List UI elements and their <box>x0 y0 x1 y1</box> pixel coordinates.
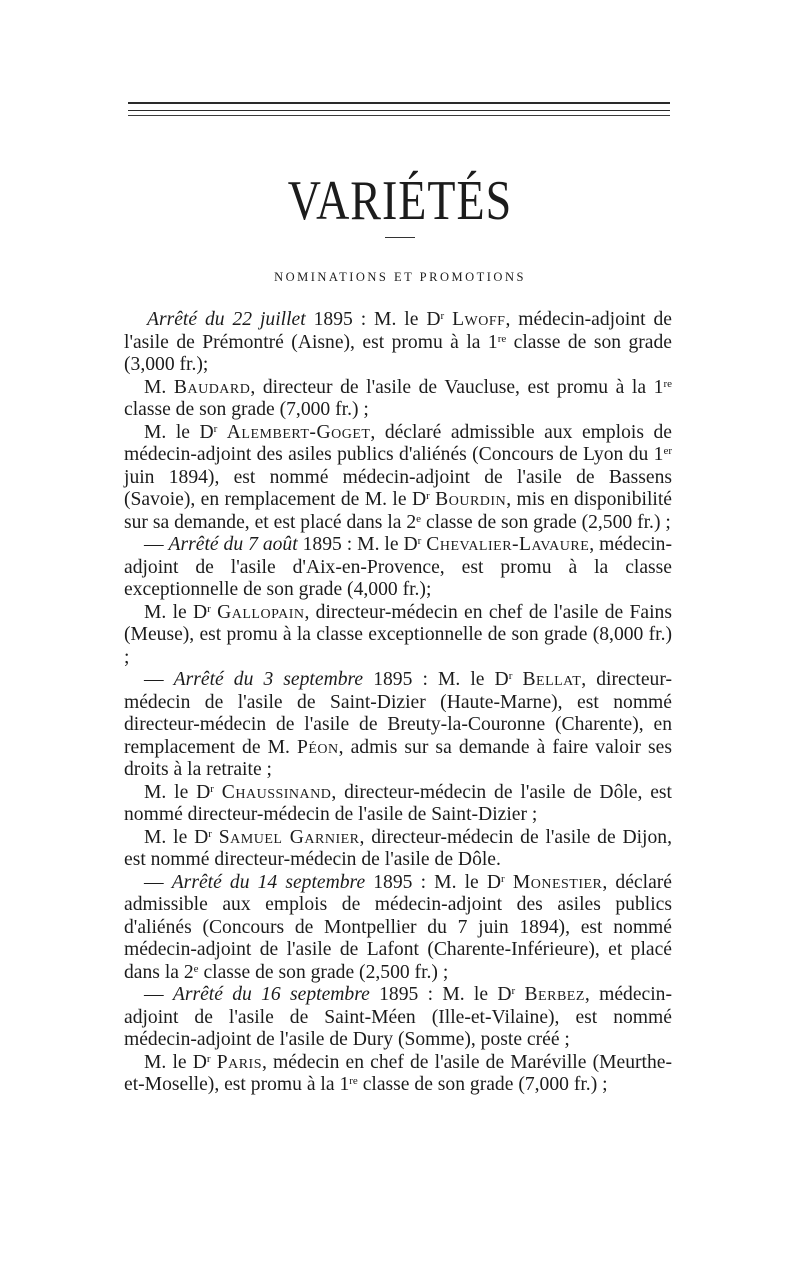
section-heading: NOMINATIONS ET PROMOTIONS <box>274 270 526 284</box>
person-name: Paris <box>216 1051 262 1073</box>
paragraph: Arrêté du 22 juillet 1895 : M. le $D^r$ Lwoff, médecin-adjoint de l'asile de Prémontré (Aisne), est promu à la 1re classe de son grade (3,000 fr.); <box>124 309 672 375</box>
paragraph: — Arrêté du 3 septembre 1895 : M. le $D^r$ Bellat, directeur-médecin de l'asile de Saint-Dizier (Haute-Marne), est nommé directeur-médecin de l'asile de Breuty-la-Couronne (Charente), en remplacement de M. Péon, admis sur sa demande à faire valoir ses droits à la retraite ; <box>124 669 673 780</box>
paragraph: — Arrêté du 16 septembre 1895 : M. le $D^r$ Berbez, médecin-adjoint de l'asile de Saint-Méen (Ille-et-Vilaine), est nommé médecin-adjoint de l'asile de Dury (Somme), poste créé ; <box>124 984 672 1050</box>
page-title: VARIÉTÉS <box>287 169 513 232</box>
title-underline <box>385 237 415 238</box>
person-name: Chevalier-Lavaure <box>426 534 590 555</box>
rule-bottom <box>128 115 670 116</box>
person-name: Baudard <box>173 376 251 398</box>
person-name: Péon <box>296 736 339 758</box>
person-name: Alembert-Goget <box>226 421 371 443</box>
arrete-date: Arrêté du 3 septembre <box>173 669 364 690</box>
person-name: Lwoff <box>452 309 506 330</box>
arrete-date: Arrêté du 22 juillet <box>147 309 306 330</box>
paragraph: M. le $D^r$ Paris, médecin en chef de l'asile de Maréville (Meurthe-et-Moselle), est promu à la 1re classe de son grade (7,000 fr.) ; <box>124 1051 672 1095</box>
person-name: Chaussinand <box>221 781 332 803</box>
person-name: Bourdin <box>435 489 507 510</box>
person-name: Bellat <box>522 669 582 690</box>
arrete-date: Arrêté du 16 septembre <box>172 984 370 1005</box>
rule-top <box>128 102 670 104</box>
paragraph: M. Baudard, directeur de l'asile de Vaucluse, est promu à la 1re classe de son grade (7,000 fr.) ; <box>124 376 672 420</box>
arrete-date: Arrêté du 14 septembre <box>171 871 366 893</box>
rule-middle <box>128 110 670 111</box>
person-name: Gallopain <box>217 601 305 623</box>
header-rules <box>128 102 670 118</box>
document-body <box>124 309 672 1097</box>
paragraph: M. le $D^r$ Alembert-Goget, déclaré admissible aux emplois de médecin-adjoint des asiles publics d'aliénés (Concours de Lyon du 1er juin 1894), est nommé médecin-adjoint de l'asile de Bassens (Savoie), en remplacement de M. le $D^r$ Bourdin, mis en disponibilité sur sa demande, et est placé dans la 2e classe de son grade (2,500 fr.) ; <box>124 421 672 533</box>
arrete-date: Arrêté du 7 août <box>168 534 298 555</box>
paragraph: M. le $D^r$ Samuel Garnier, directeur-médecin de l'asile de Dijon, est nommé directeur-médecin de l'asile de Dôle. <box>124 826 672 870</box>
person-name: Monestier <box>512 871 603 893</box>
person-name: Berbez <box>524 984 585 1005</box>
paragraph: M. le $D^r$ Gallopain, directeur-médecin en chef de l'asile de Fains (Meuse), est promu à la classe exceptionnelle de son grade (8,000 fr.) ; <box>124 601 672 668</box>
paragraph: — Arrêté du 7 août 1895 : M. le $D^r$ Chevalier-Lavaure, médecin-adjoint de l'asile d'Aix-en-Provence, est promu à la classe exceptionnelle de son grade (4,000 fr.); <box>124 534 672 600</box>
paragraph: M. le $D^r$ Chaussinand, directeur-médecin de l'asile de Dôle, est nommé directeur-médecin de l'asile de Saint-Dizier ; <box>124 781 672 825</box>
paragraph: — Arrêté du 14 septembre 1895 : M. le $D^r$ Monestier, déclaré admissible aux emplois de médecin-adjoint des asiles publics d'aliénés (Concours de Montpellier du 7 juin 1894), est nommé médecin-adjoint de l'asile de Lafont (Charente-Inférieure), et placé dans la 2e classe de son grade (2,500 fr.) ; <box>124 871 672 983</box>
person-name: Samuel Garnier <box>218 826 360 848</box>
